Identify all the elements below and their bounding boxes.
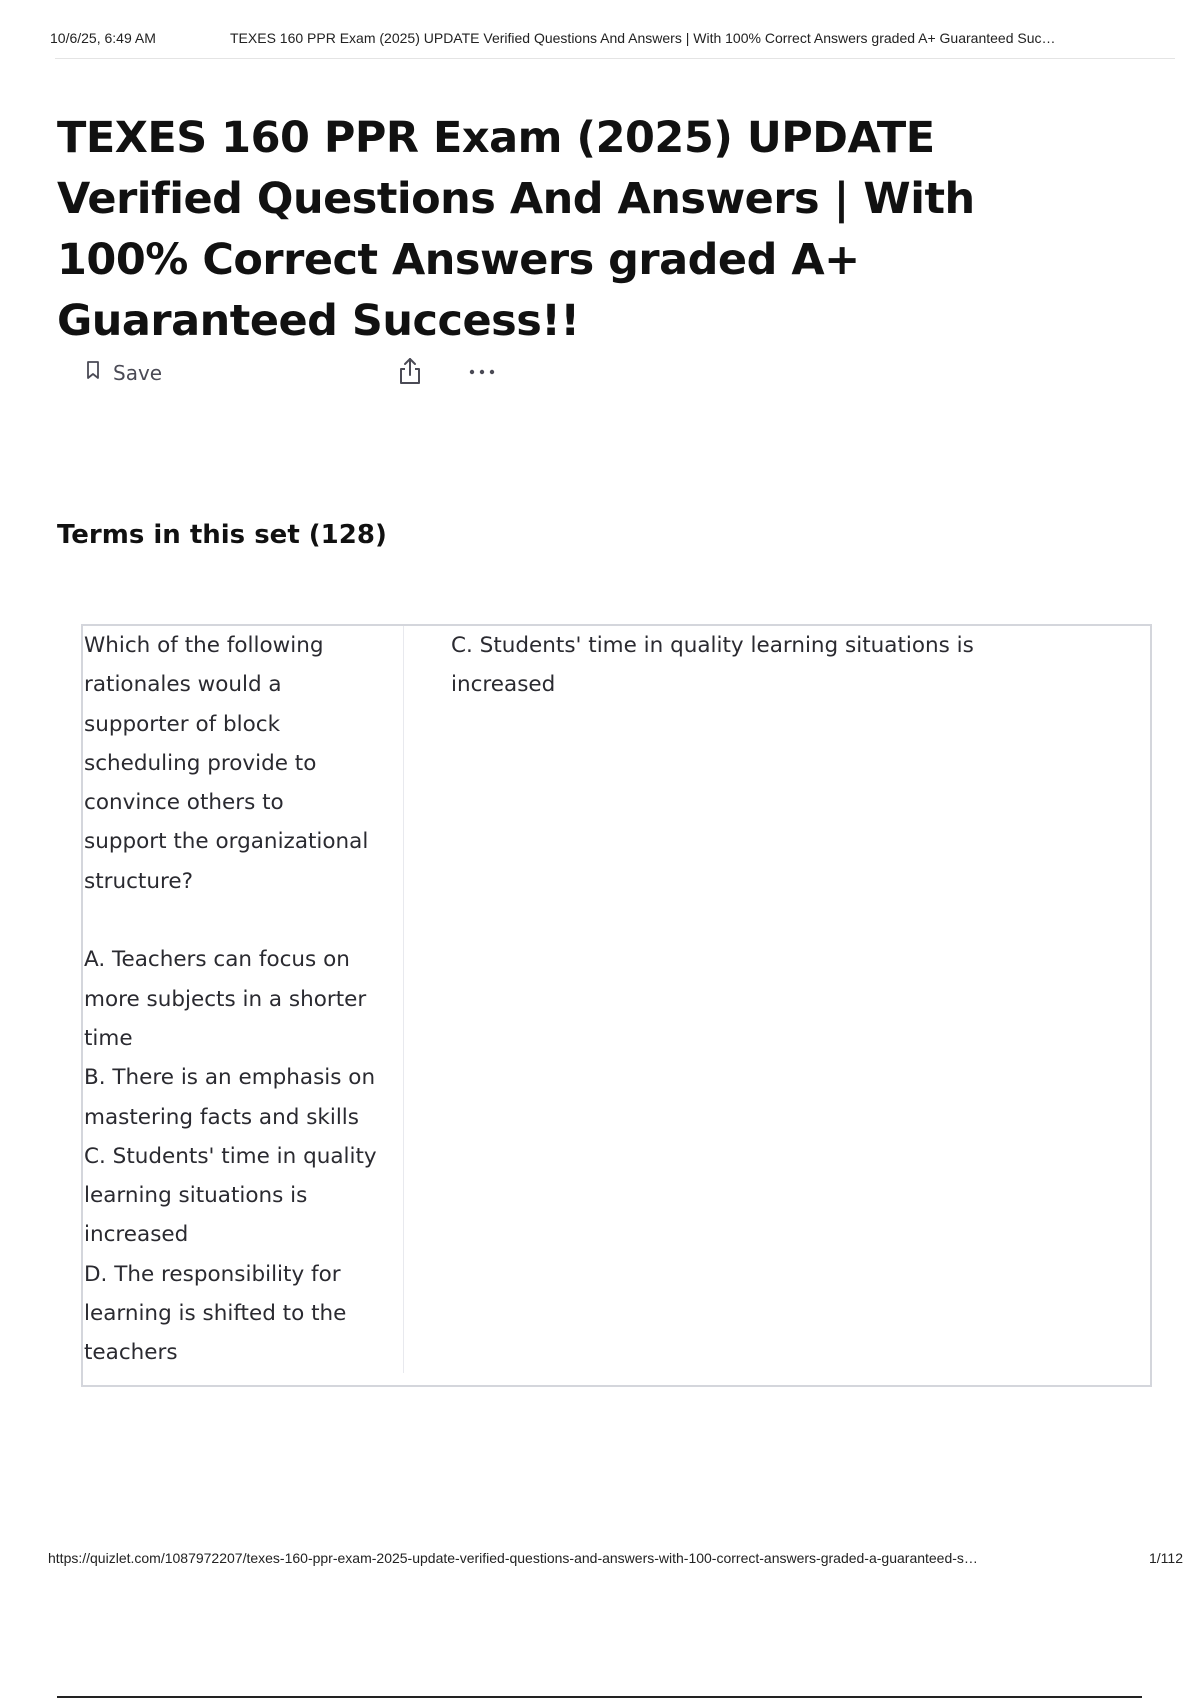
page-number: 1/112 — [1149, 1550, 1183, 1566]
terms-heading: Terms in this set (128) — [57, 520, 387, 550]
print-footer — [48, 1550, 1183, 1572]
print-document-title: TEXES 160 PPR Exam (2025) UPDATE Verified Questions And Answers | With 100% Correct Answers graded A+ Guaranteed Suc… — [230, 30, 1056, 46]
page-title: TEXES 160 PPR Exam (2025) UPDATE Verified Questions And Answers | With 100% Correct Answers graded A+ Guaranteed Success!! — [57, 113, 975, 346]
set-actions-toolbar — [85, 360, 525, 392]
term-text: Which of the following rationales would a supporter of block scheduling provide to convince others to support the organizational structure? A. Teachers can focus on more subjects in a shorter time B. There is an emphasis on mastering facts and skills C. Students' time in quality learning situations is increased D. The responsibility for learning is shifted to the teachers — [84, 633, 377, 1366]
print-url: https://quizlet.com/1087972207/texes-160-ppr-exam-2025-update-verified-questions-and-answers-with-100-correct-answers-graded-a-guaranteed-s… — [48, 1550, 978, 1566]
card-divider — [403, 626, 404, 1373]
print-date: 10/6/25, 6:49 AM — [50, 30, 156, 46]
more-options-button[interactable] — [467, 362, 497, 387]
header-divider — [55, 58, 1175, 59]
save-button-label: Save — [113, 360, 163, 385]
share-button[interactable] — [397, 356, 423, 391]
bookmark-icon — [85, 360, 101, 385]
print-header — [50, 28, 1180, 54]
term-card — [81, 624, 1152, 1387]
share-icon — [397, 373, 423, 390]
more-horizontal-icon — [467, 369, 497, 386]
bottom-divider — [57, 1696, 1142, 1698]
save-button[interactable] — [85, 360, 162, 385]
definition-text: C. Students' time in quality learning situations is increased — [451, 633, 974, 698]
